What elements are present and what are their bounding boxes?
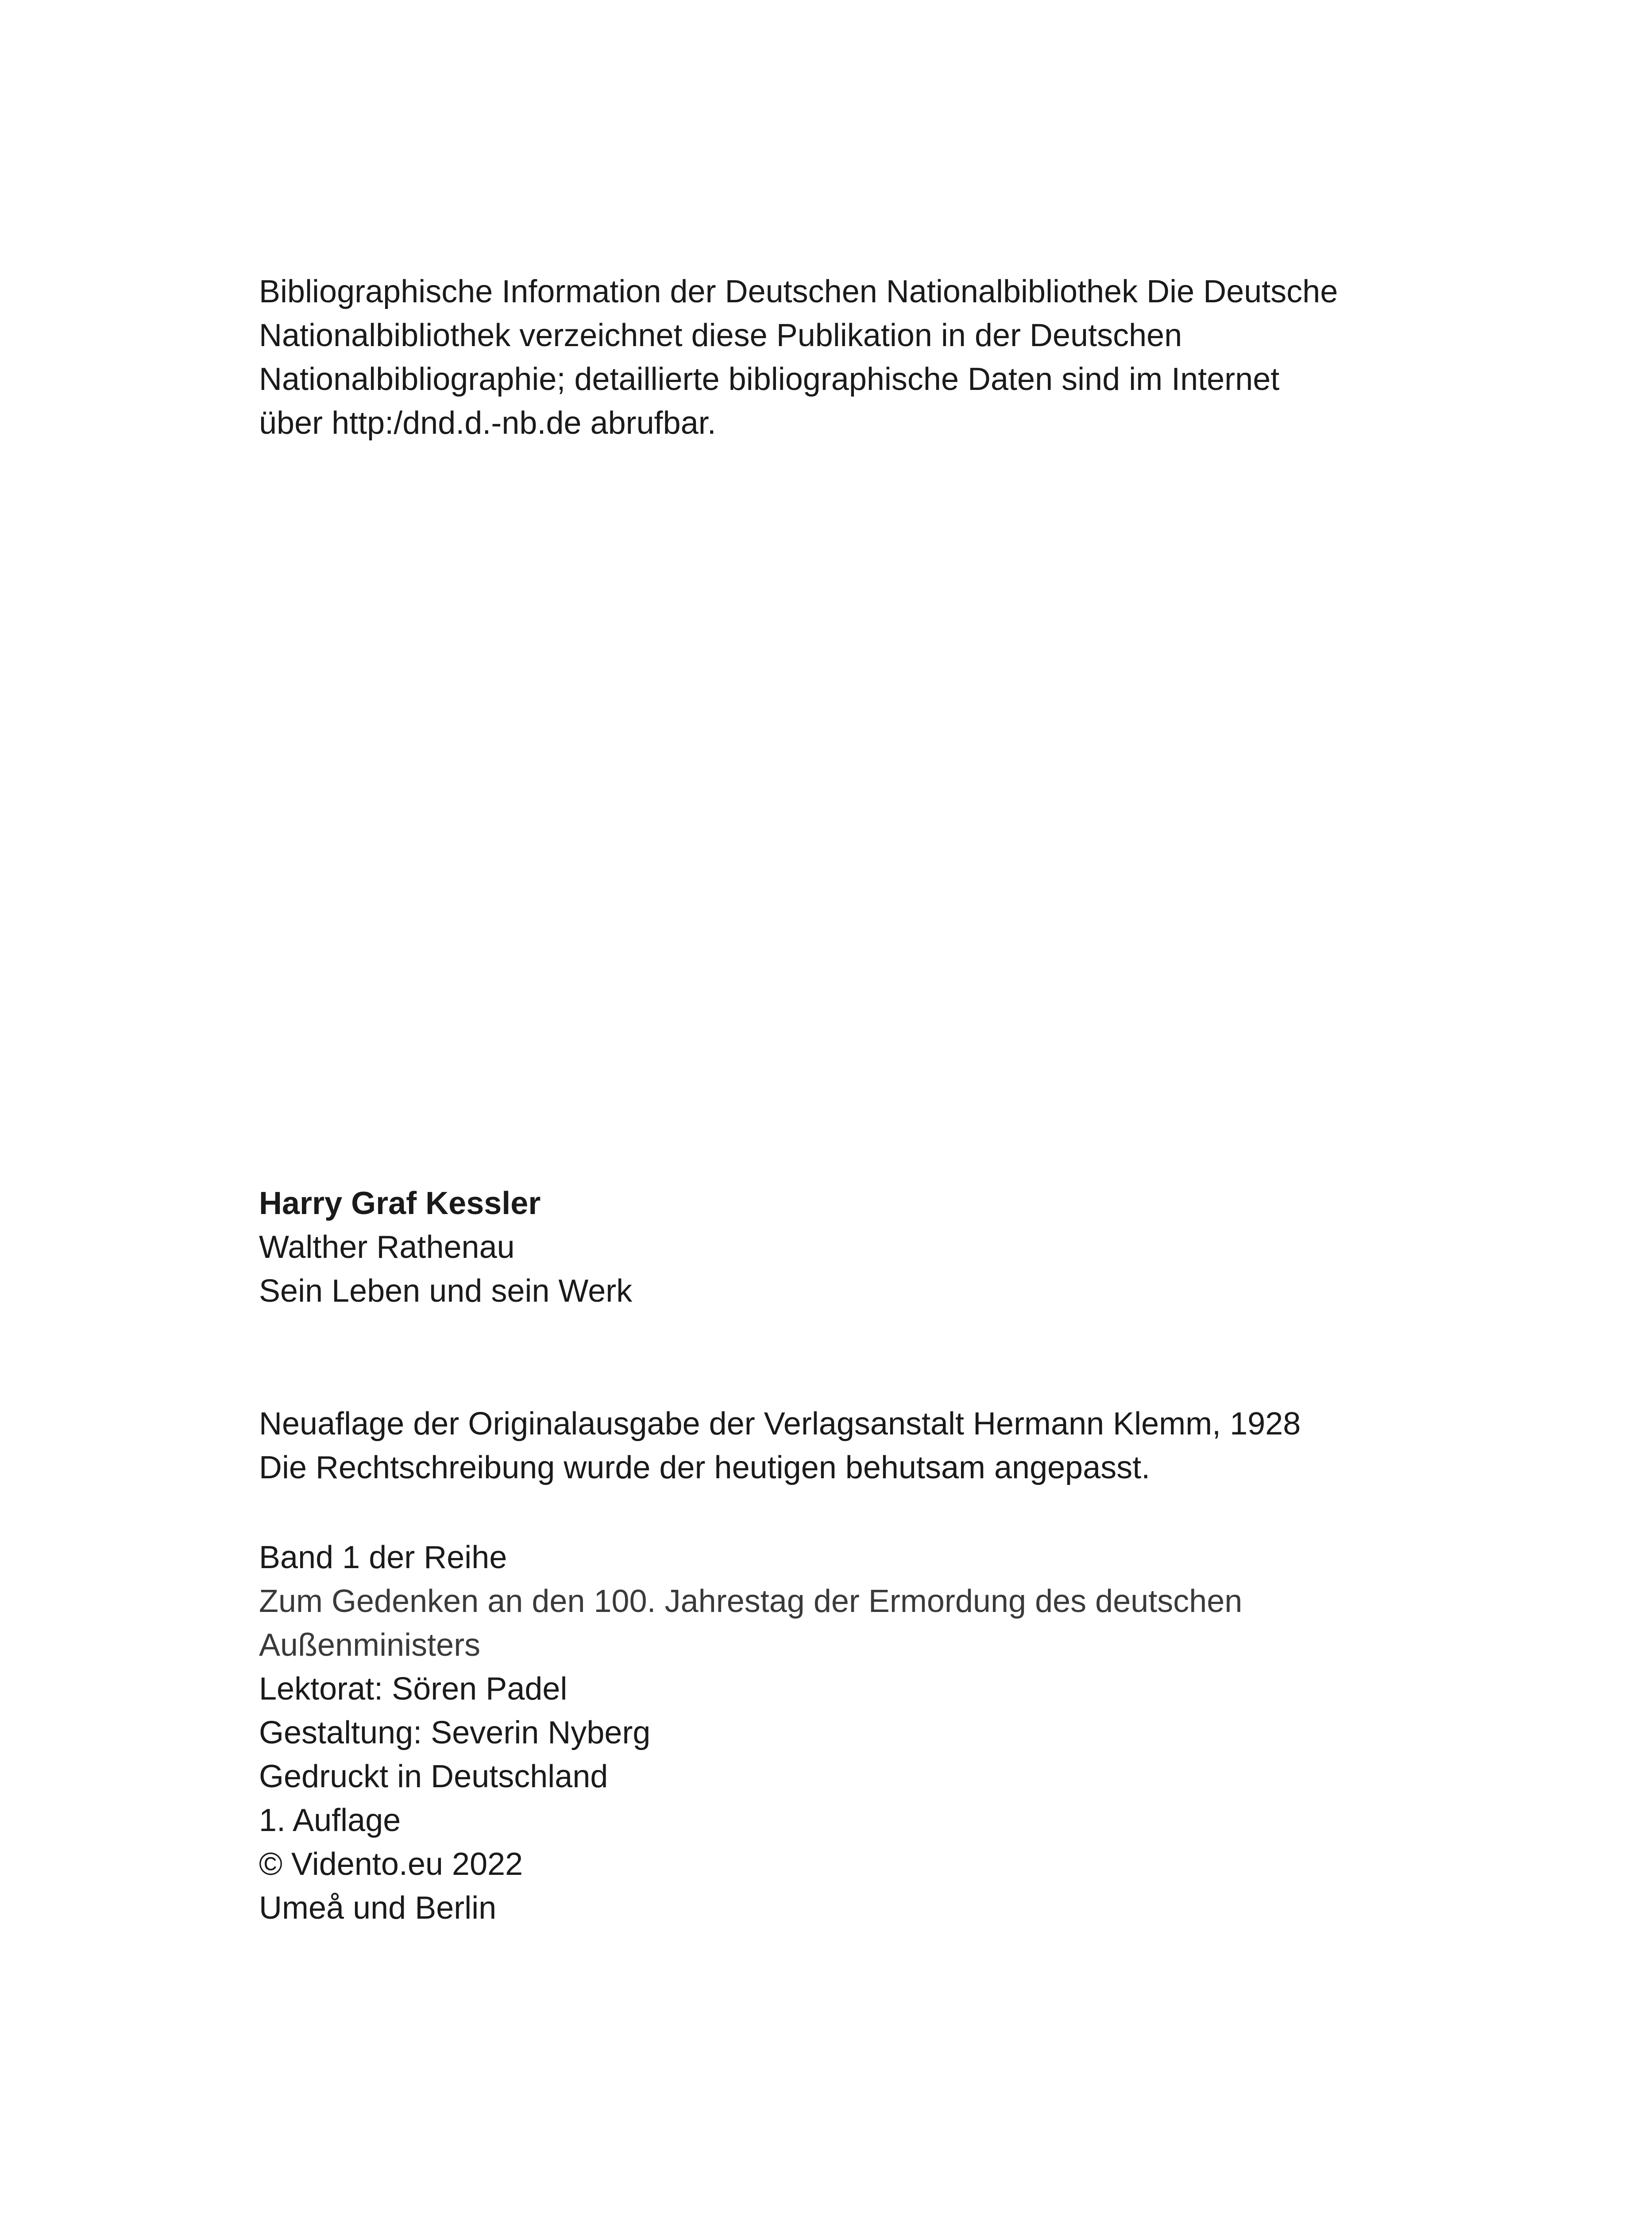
series-title-continued: Außenministers <box>259 1627 481 1663</box>
bibliographic-info-line: Bibliographische Information der Deutschen Nationalbibliothek Die Deutsche <box>259 274 1338 309</box>
bibliographic-info-line: Nationalbibliographie; detaillierte bibliographische Daten sind im Internet <box>259 362 1280 397</box>
copyright-notice: © Vidento.eu 2022 <box>259 1847 523 1882</box>
edition-note-line: Neuaflage der Originalausgabe der Verlagsanstalt Hermann Klemm, 1928 <box>259 1406 1301 1442</box>
publisher-place: Umeå und Berlin <box>259 1890 497 1926</box>
design-credit: Gestaltung: Severin Nyberg <box>259 1715 651 1750</box>
edition-note <box>259 1402 1587 1490</box>
bibliographic-info-line: Nationalbibliothek verzeichnet diese Publikation in der Deutschen <box>259 318 1182 353</box>
edition-number: 1. Auflage <box>259 1803 401 1838</box>
book-info <box>259 1182 1587 1313</box>
book-subtitle: Sein Leben und sein Werk <box>259 1273 633 1309</box>
author-name: Harry Graf Kessler <box>259 1186 541 1221</box>
series-band: Band 1 der Reihe <box>259 1540 507 1575</box>
printed-in: Gedruckt in Deutschland <box>259 1759 608 1794</box>
bibliographic-info <box>259 270 1587 445</box>
bibliographic-info-line: über http:/dnd.d.-nb.de abrufbar. <box>259 405 716 441</box>
editor-credit: Lektorat: Sören Padel <box>259 1671 567 1707</box>
series-title: Zum Gedenken an den 100. Jahrestag der Ermordung des deutschen <box>259 1584 1243 1619</box>
series-info <box>259 1536 1587 1930</box>
book-title: Walther Rathenau <box>259 1230 515 1265</box>
edition-note-line: Die Rechtschreibung wurde der heutigen behutsam angepasst. <box>259 1450 1150 1485</box>
